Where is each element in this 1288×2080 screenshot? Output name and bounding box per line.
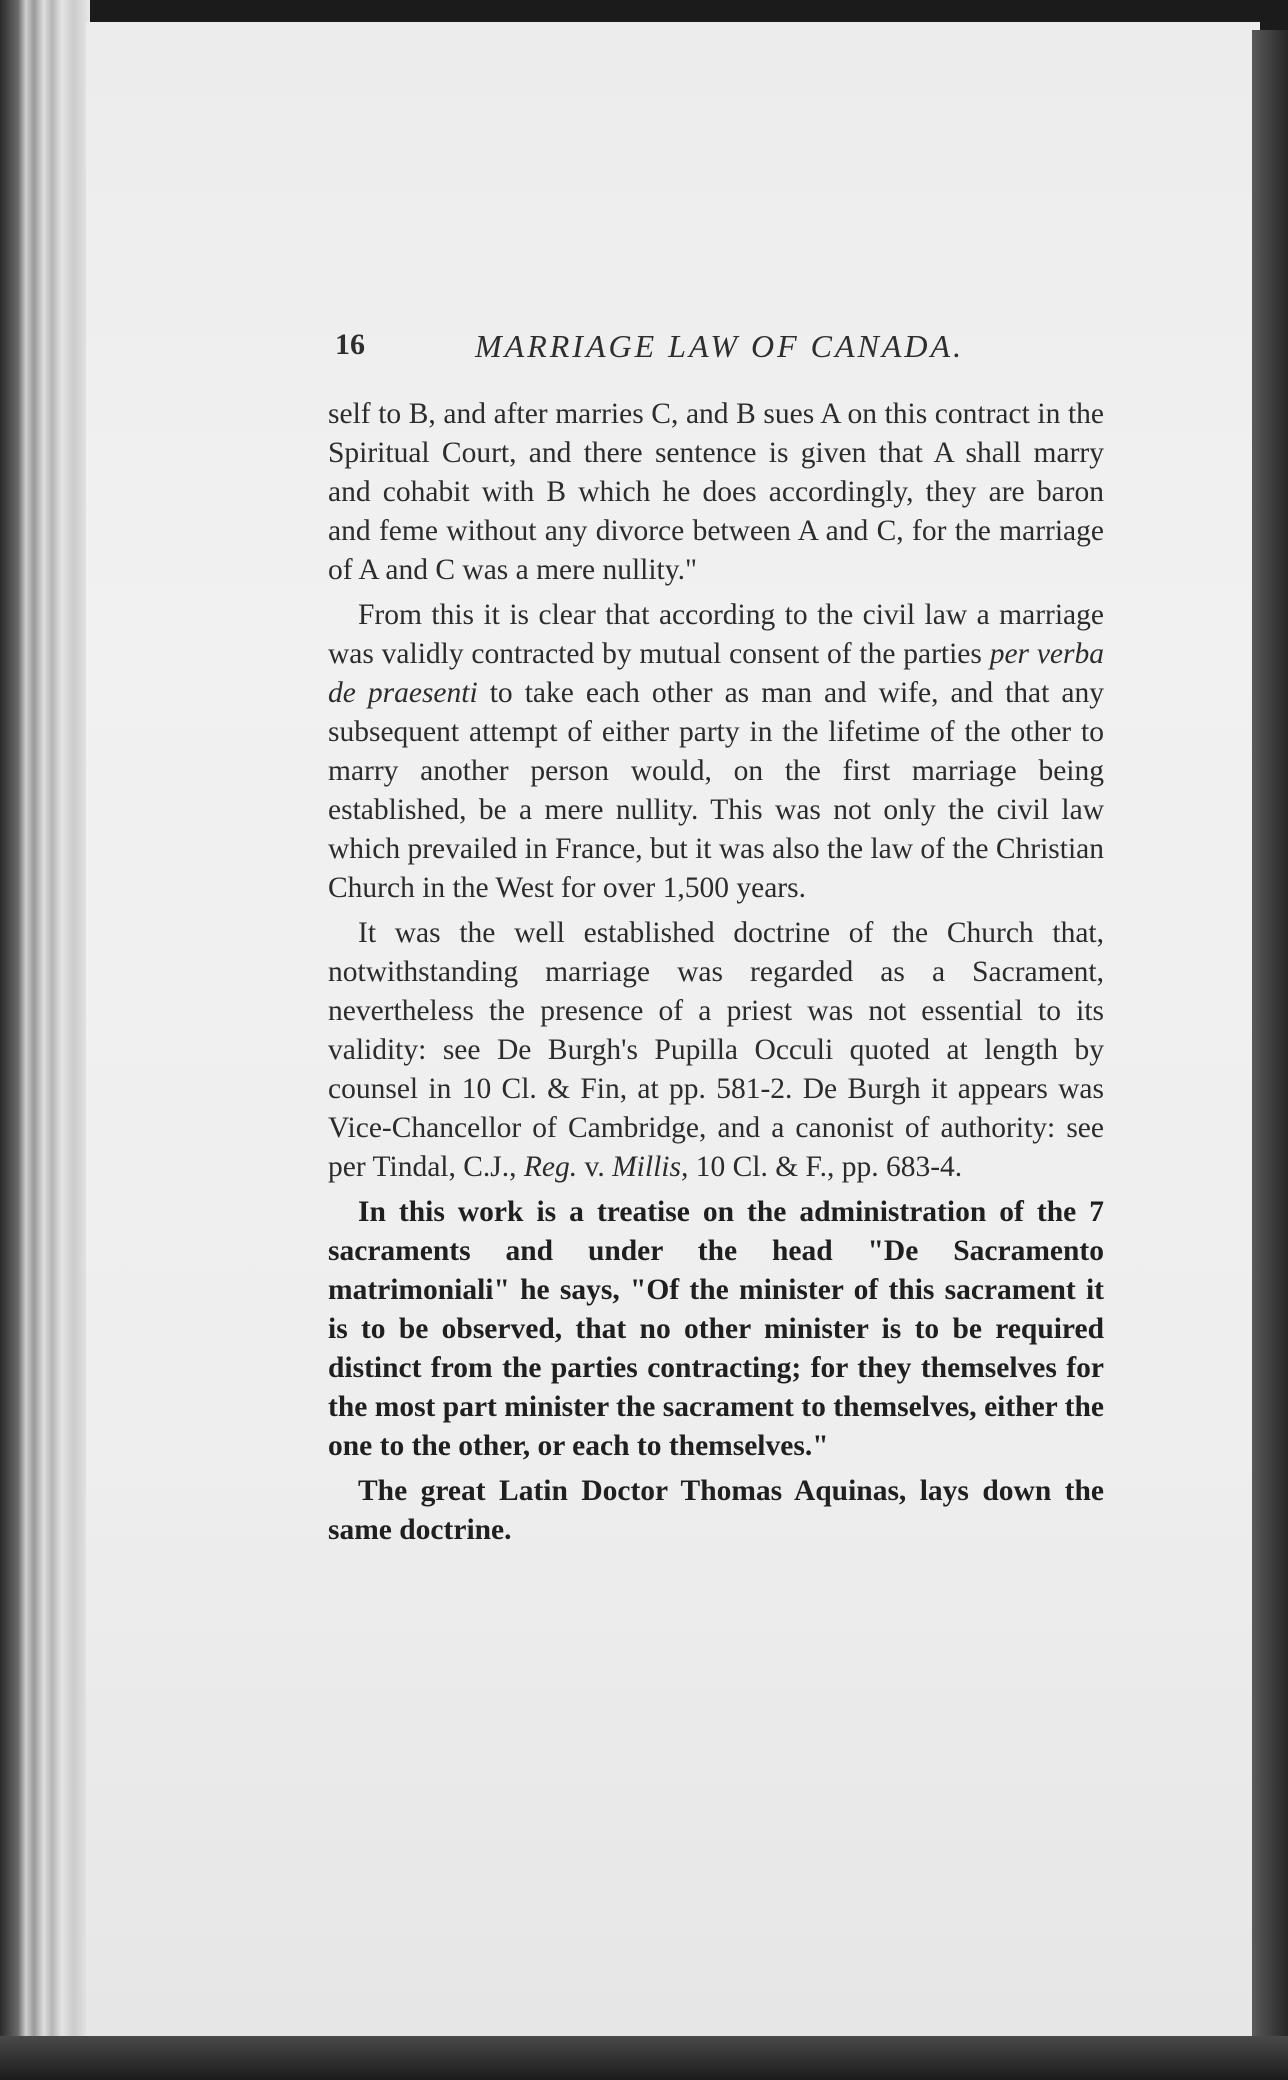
bottom-shadow — [0, 2036, 1288, 2080]
right-binding-shadow — [1252, 30, 1288, 2080]
paragraph-3-text-b: 10 Cl. & F., pp. 683-4. — [688, 1151, 963, 1183]
paragraph-1: self to B, and after marries C, and B sues A on this contract in the Spiritual Court, and there sentence is given that A shall marry and cohabit with B which he does accordingly, they are baron and feme without any divorce between A and C, for the marriage of A and C was a mere nullity." — [328, 398, 1104, 586]
case-name-millis: Millis, — [612, 1151, 689, 1183]
book-edge — [0, 0, 90, 2080]
paragraph-2-text-b: to take each other as man and wife, and that any subsequent attempt of either party in the lifetime of the other to marry another person would, on the first marriage being established, be a mere nullity. This was not only the civil law which prevailed in France, but it was also the law of the Christian Church in the West for over 1,500 years. — [328, 677, 1104, 904]
running-head: MARRIAGE LAW OF CANADA. — [475, 328, 965, 364]
latin-phrase: per verba de praesenti — [328, 638, 1104, 709]
paragraph-4: In this work is a treatise on the administration of the 7 sacraments and under the head "De Sacramento matrimoniali" he says, "Of the minister of this sacrament it is to be observed, that no other minister is to be required distinct from the parties contracting; for they themselves for the most part minister the sacrament to themselves, either the one to the other, or each to themselves." — [328, 1196, 1104, 1462]
paragraph-3-versus: v. — [577, 1151, 613, 1183]
page-number: 16 — [335, 328, 365, 361]
paragraph-2-text-a: From this it is clear that according to the civil law a marriage was validly contracted by mutual consent of the parties — [328, 599, 1104, 670]
body-text — [328, 395, 1104, 1556]
paragraph-3-text-a: It was the well established doctrine of the Church that, notwithstanding marriage was regarded as a Sacrament, nevertheless the presence of a priest was not essential to its validity: see De Burgh's Pupilla Occuli quoted at length by counsel in 10 Cl. & Fin, at pp. 581-2. De Burgh it appears was Vice-Chancellor of Cambridge, and a canonist of authority: see per Tindal, C.J., — [328, 917, 1104, 1183]
paragraph-3 — [328, 914, 1104, 1187]
paragraph-2 — [328, 596, 1104, 908]
paragraph-5: The great Latin Doctor Thomas Aquinas, lays down the same doctrine. — [328, 1475, 1104, 1546]
page-header — [335, 322, 1095, 372]
case-name-reg: Reg. — [523, 1151, 578, 1183]
